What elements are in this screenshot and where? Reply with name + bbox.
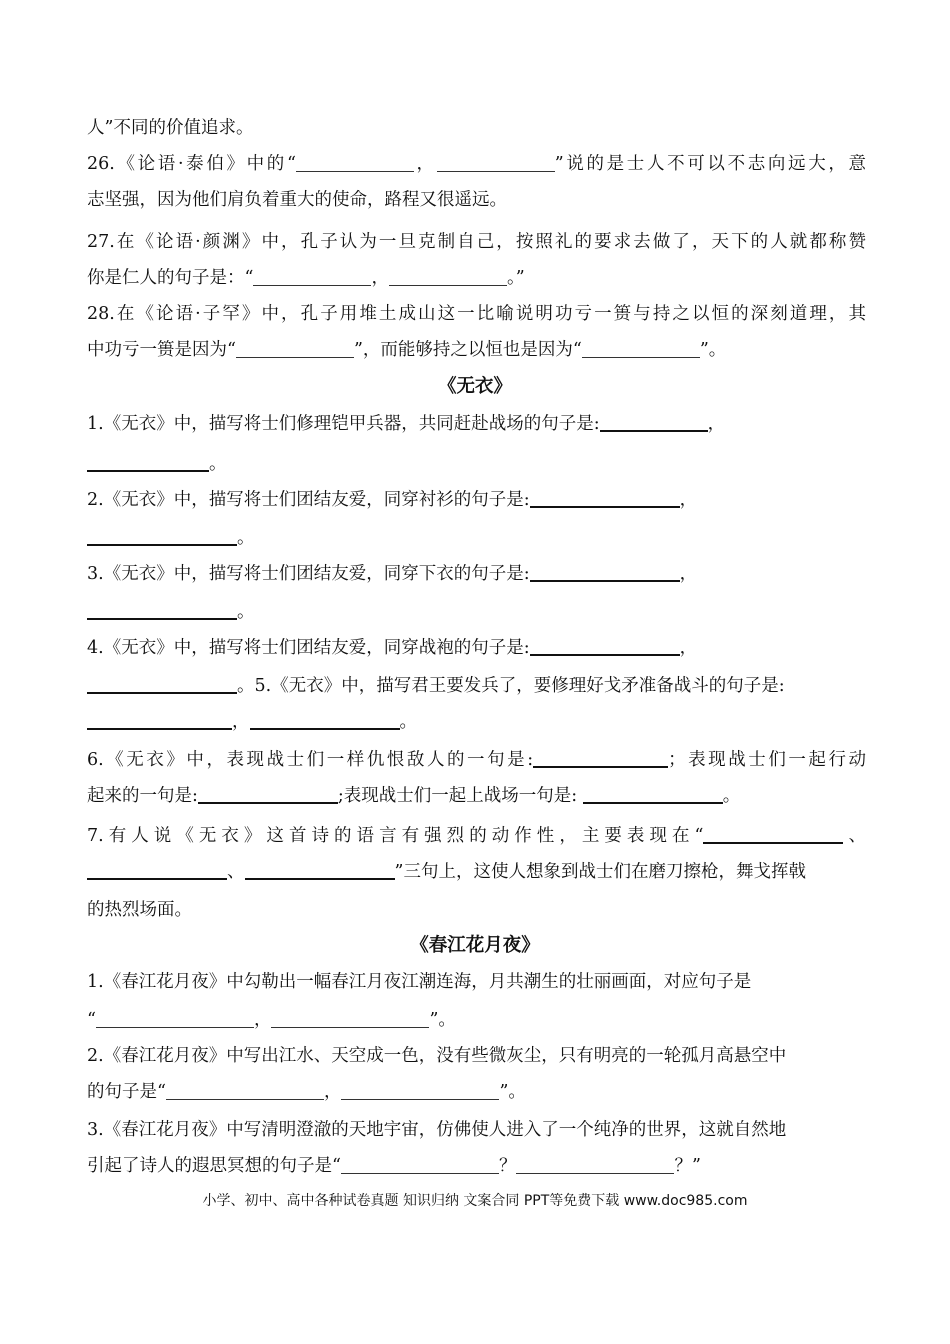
text-line: 。 [87, 600, 866, 624]
section-title: 《无衣》 [437, 376, 512, 397]
fill-blank[interactable] [87, 454, 209, 472]
fill-blank[interactable] [600, 414, 708, 432]
fill-blank[interactable] [236, 341, 354, 358]
text-line: 28.在《论语·子罕》中，孔子用堆土成山这一比喻说明功亏一篑与持之以恒的深刻道理，其 [87, 304, 866, 324]
fill-blank[interactable] [703, 826, 843, 844]
fill-blank[interactable] [87, 862, 227, 880]
fill-blank[interactable] [530, 564, 680, 582]
text-line: 4.《无衣》中，描写将士们团结友爱，同穿战袍的句子是: ， [87, 638, 698, 658]
text-line: 你是仁人的句子是：“ ， 。” [87, 268, 525, 288]
fill-blank[interactable] [96, 1011, 254, 1028]
fill-blank[interactable] [583, 786, 723, 804]
text-line: 。 [87, 452, 866, 476]
text-line: 2.《无衣》中，描写将士们团结友爱，同穿衬衫的句子是: ， [87, 490, 698, 510]
fill-blank[interactable] [582, 341, 700, 358]
text-line: “ ， ”。 [87, 1010, 456, 1030]
text-line: 3.《春江花月夜》中写清明澄澈的天地宇宙，仿佛使人进入了一个纯净的世界，这就自然地 [87, 1120, 787, 1140]
text-line: 7.有人说《无衣》这首诗的语言有强烈的动作性，主要表现在“ 、 [87, 826, 866, 846]
fill-blank[interactable] [87, 528, 237, 546]
text-line: 引起了诗人的遐思冥想的句子是“ ？ ？” [87, 1156, 701, 1176]
fill-blank[interactable] [530, 638, 680, 656]
text-line: 2.《春江花月夜》中写出江水、天空成一色，没有些微灰尘，只有明亮的一轮孤月高悬空中 [87, 1046, 787, 1066]
text-line: 、 ”三句上，这使人想象到战士们在磨刀擦枪，舞戈挥戟 [87, 860, 866, 884]
fill-blank[interactable] [87, 712, 232, 730]
fill-blank[interactable] [245, 862, 395, 880]
text-line: 的句子是“ ， ”。 [87, 1082, 526, 1102]
fill-blank[interactable] [87, 602, 237, 620]
text-line: 26.《论语·泰伯》中的“ ， ”说的是士人不可以不志向远大，意 [87, 154, 866, 174]
text-line: 人”不同的价值追求。 [87, 118, 254, 138]
section-title: 《春江花月夜》 [410, 935, 540, 956]
fill-blank[interactable] [271, 1011, 429, 1028]
fill-blank[interactable] [296, 155, 414, 172]
fill-blank[interactable] [533, 750, 668, 768]
text-line: ， 。 [87, 710, 866, 734]
text-line: 3.《无衣》中，描写将士们团结友爱，同穿下衣的句子是: ， [87, 564, 698, 584]
fill-blank[interactable] [530, 490, 680, 508]
fill-blank[interactable] [253, 269, 371, 286]
text-line: 起来的一句是: ;表现战士们一起上战场一句是: 。 [87, 786, 741, 806]
page-footer: 小学、初中、高中各种试卷真题 知识归纳 文案合同 PPT等免费下载 www.doc985.com [202, 1193, 748, 1209]
text-line: 。5.《无衣》中，描写君王要发兵了，要修理好戈矛准备战斗的句子是: [87, 674, 866, 698]
fill-blank[interactable] [389, 269, 507, 286]
fill-blank[interactable] [166, 1083, 324, 1100]
text-line: 志坚强，因为他们肩负着重大的使命，路程又很遥远。 [87, 190, 507, 210]
fill-blank[interactable] [341, 1157, 499, 1174]
text-line: 。 [87, 526, 866, 550]
fill-blank[interactable] [437, 155, 555, 172]
fill-blank[interactable] [341, 1083, 499, 1100]
text-line: 1.《春江花月夜》中勾勒出一幅春江月夜江潮连海，月共潮生的壮丽画面，对应句子是 [87, 972, 752, 992]
text-line: 中功亏一篑是因为“ ”，而能够持之以恒也是因为“ ”。 [87, 340, 727, 360]
fill-blank[interactable] [198, 786, 338, 804]
fill-blank[interactable] [87, 676, 237, 694]
text-line: 1.《无衣》中，描写将士们修理铠甲兵器，共同赶赴战场的句子是: ， [87, 414, 726, 434]
fill-blank[interactable] [516, 1157, 674, 1174]
text-line: 6.《无衣》中，表现战士们一样仇恨敌人的一句是: ；表现战士们一起行动 [87, 750, 866, 770]
fill-blank[interactable] [250, 712, 400, 730]
text-line: 的热烈场面。 [87, 900, 192, 920]
text-line: 27.在《论语·颜渊》中，孔子认为一旦克制自己，按照礼的要求去做了，天下的人就都称赞 [87, 232, 866, 252]
